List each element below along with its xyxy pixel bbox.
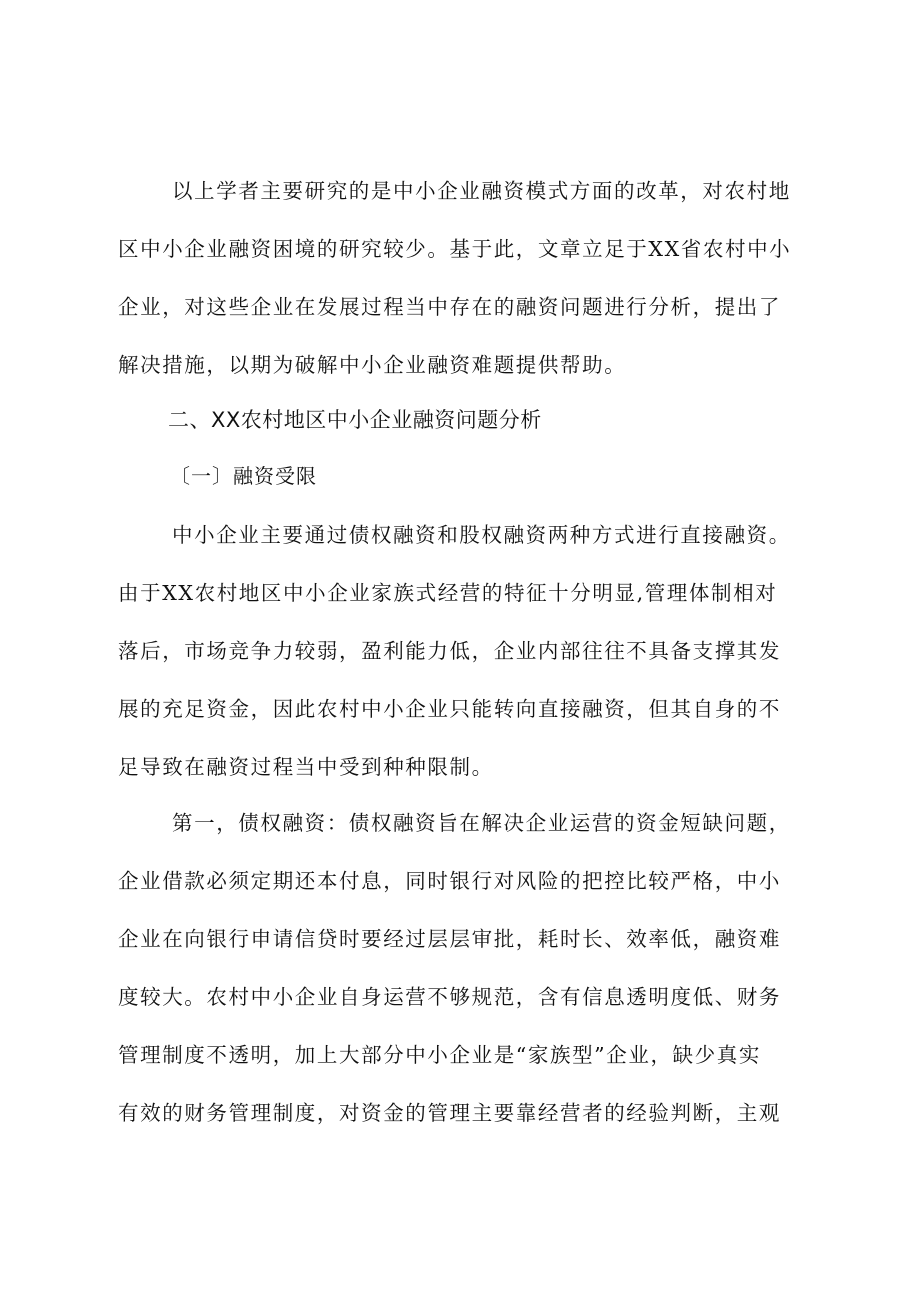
paragraph-line: 有效的财务管理制度，对资金的管理主要靠经营者的经验判断，主观: [118, 1101, 781, 1125]
section-heading: 二、XX农村地区中小企业融资问题分析: [168, 408, 542, 432]
paragraph-line: 中小企业主要通过债权融资和股权融资两种方式进行直接融资。: [172, 523, 791, 547]
paragraph-financing-limits: [118, 506, 822, 796]
paragraph-line: 以上学者主要研究的是中小企业融资模式方面的改革，对农村地: [172, 179, 791, 203]
paragraph-line: 企业，对这些企业在发展过程当中存在的融资问题进行分析，提出了: [118, 295, 781, 319]
paragraph-line: 第一，债权融资：债权融资旨在解决企业运营的资金短缺问题，: [172, 811, 791, 835]
paragraph-line: 足导致在融资过程当中受到种种限制。: [118, 755, 494, 779]
paragraph-line: 解决措施，以期为破解中小企业融资难题提供帮助。: [118, 353, 627, 377]
paragraph-line: 企业在向银行申请信贷时要经过层层审批，耗时长、效率低，融资难: [118, 927, 781, 951]
paragraph-line: 展的充足资金，因此农村中小企业只能转向直接融资，但其自身的不: [118, 697, 781, 721]
paragraph-line: 管理制度不透明，加上大部分中小企业是“家族型”企业，缺少真实: [118, 1043, 761, 1067]
paragraph-line: 由于XX农村地区中小企业家族式经营的特征十分明显,管理体制相对: [118, 581, 778, 605]
paragraph-line: 企业借款必须定期还本付息，同时银行对风险的把控比较严格，中小: [118, 869, 781, 893]
paragraph-intro: [118, 162, 822, 394]
subsection-heading: 〔一〕融资受限: [170, 464, 317, 488]
paragraph-line: 区中小企业融资困境的研究较少。基于此，文章立足于XX省农村中小: [118, 237, 792, 261]
paragraph-line: 落后，市场竞争力较弱，盈利能力低，企业内部往往不具备支撑其发: [118, 639, 781, 663]
paragraph-debt-financing: [118, 794, 822, 1142]
paragraph-line: 度较大。农村中小企业自身运营不够规范，含有信息透明度低、财务: [118, 985, 781, 1009]
